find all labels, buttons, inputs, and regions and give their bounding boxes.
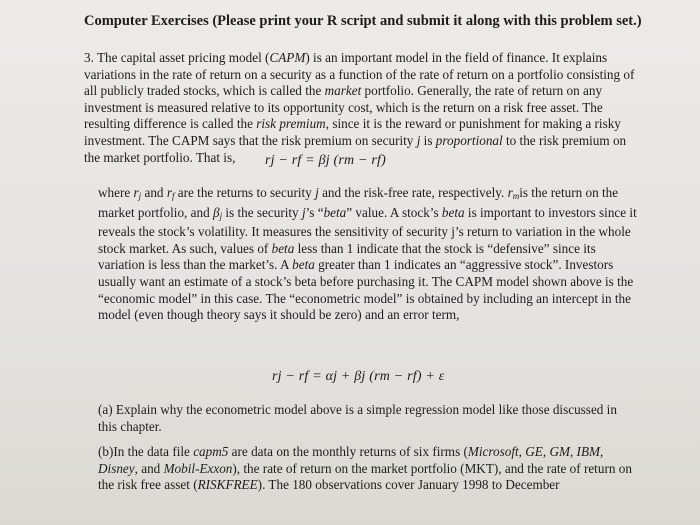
section-heading: Computer Exercises (Please print your R script and submit it along with this problem set.) — [84, 13, 642, 29]
problem-paragraph-2: where $r_j$ and $r_f$ are the returns to security j and the risk-free rate, respectively. $r_mis$ the return on the market portfolio, and $\beta_j$ is the security j’s “beta” value. A stock’s beta is important to investors since it reveals the stock’s volatility. It measures the sensitivity of security j’s return to variation in the whole stock market. As such, values of beta less than 1 indicate that the stock is “defensive” since its variation is less than the market’s. A beta greater than 1 indicates an “aggressive stock”. Investors usually want an estimate of a stock’s beta before purchasing it. The CAPM model shown above is the “economic model” in this case. The “econometric model” is obtained by including an intercept in the model (even though theory says it should be zero) and an error term, — [98, 185, 637, 323]
problem-number: 3. — [84, 50, 94, 65]
problem-paragraph-1: 3. The capital asset pricing model (CAPM) is an important model in the field of finance. It explains variations in the rate of return on a security as a function of the rate of return on a portfolio consisting of all publicly traded stocks, which is called the market portfolio. Generally, the rate of return on any investment is measured relative to its opportunity cost, which is the return on a risk free asset. The resulting difference is called the risk premium, since it is the reward or punishment for making a risky investment. The CAPM says that the risk premium on security j is proportional to the risk premium on the market portfolio. That is, — [84, 50, 635, 165]
part-b-text: (b)In the data file capm5 are data on the monthly returns of six firms (Microsoft, GE, GM, IBM, Disney, and Mobil-Exxon), the rate of return on the market portfolio (MKT), and the rate of return on the risk free asset (RISKFREE). The 180 observations cover January 1998 to December — [98, 444, 632, 493]
capm-equation: rj − rf = βj (rm − rf) — [265, 153, 387, 168]
econometric-equation: rj − rf = αj + βj (rm − rf) + ε — [272, 369, 445, 384]
part-a-text: (a) Explain why the econometric model above is a simple regression model like those discussed in this chapter. — [98, 402, 617, 434]
